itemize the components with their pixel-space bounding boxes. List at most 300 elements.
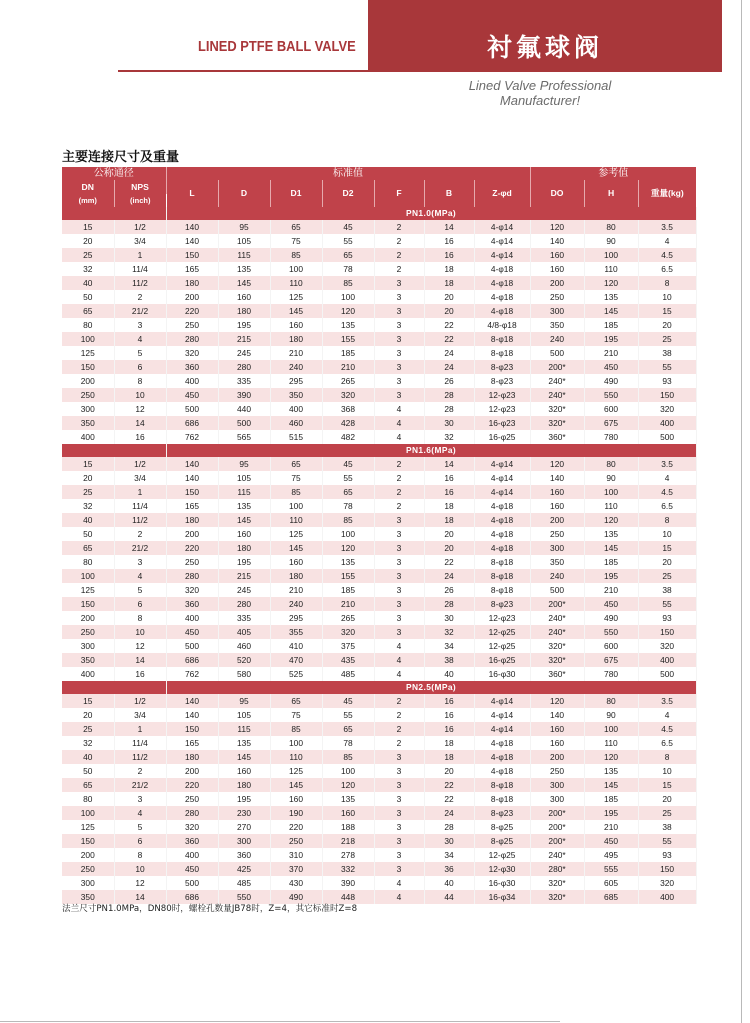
table-cell: 16-φ25 bbox=[474, 430, 530, 444]
table-cell: 165 bbox=[166, 736, 218, 750]
table-cell: 150 bbox=[638, 388, 696, 402]
table-cell: 16 bbox=[424, 234, 474, 248]
table-cell: 65 bbox=[322, 722, 374, 736]
table-cell: 8 bbox=[638, 276, 696, 290]
table-cell: 240* bbox=[530, 625, 584, 639]
dimensions-table-wrapper bbox=[62, 167, 696, 904]
table-row bbox=[62, 416, 696, 430]
table-cell: 80 bbox=[62, 318, 114, 332]
table-cell: 115 bbox=[218, 248, 270, 262]
table-cell: 400 bbox=[270, 402, 322, 416]
col-header-b: B bbox=[424, 180, 474, 207]
table-cell: 368 bbox=[322, 402, 374, 416]
table-cell: 50 bbox=[62, 290, 114, 304]
table-cell: 515 bbox=[270, 430, 322, 444]
table-cell: 95 bbox=[218, 457, 270, 471]
table-cell: 1/2 bbox=[114, 220, 166, 234]
table-cell: 100 bbox=[270, 499, 322, 513]
table-cell: 145 bbox=[270, 304, 322, 318]
table-row bbox=[62, 597, 696, 611]
table-row bbox=[62, 430, 696, 444]
table-cell: 32 bbox=[424, 430, 474, 444]
table-cell: 495 bbox=[584, 848, 638, 862]
table-cell: 16 bbox=[424, 708, 474, 722]
col-header-nps: NPS bbox=[114, 180, 166, 194]
table-cell: 100 bbox=[62, 806, 114, 820]
table-row bbox=[62, 555, 696, 569]
table-cell: 150 bbox=[166, 485, 218, 499]
table-cell: 320* bbox=[530, 416, 584, 430]
table-cell: 762 bbox=[166, 667, 218, 681]
table-cell: 375 bbox=[322, 639, 374, 653]
table-cell: 120 bbox=[530, 457, 584, 471]
col-header-weight: 重量(kg) bbox=[638, 180, 696, 207]
table-cell: 265 bbox=[322, 611, 374, 625]
table-cell: 450 bbox=[584, 360, 638, 374]
table-cell: 3 bbox=[374, 374, 424, 388]
table-cell: 30 bbox=[424, 611, 474, 625]
table-row bbox=[62, 583, 696, 597]
table-cell: 110 bbox=[270, 750, 322, 764]
table-cell: 20 bbox=[424, 290, 474, 304]
table-row bbox=[62, 346, 696, 360]
table-cell: 55 bbox=[638, 834, 696, 848]
table-cell: 22 bbox=[424, 555, 474, 569]
table-row bbox=[62, 639, 696, 653]
table-cell: 155 bbox=[322, 332, 374, 346]
table-cell: 8-φ18 bbox=[474, 555, 530, 569]
table-cell: 145 bbox=[584, 541, 638, 555]
table-cell: 188 bbox=[322, 820, 374, 834]
table-cell: 200 bbox=[62, 611, 114, 625]
table-cell: 490 bbox=[270, 890, 322, 904]
table-cell: 295 bbox=[270, 611, 322, 625]
table-cell: 120 bbox=[322, 778, 374, 792]
table-cell: 6.5 bbox=[638, 499, 696, 513]
table-cell: 20 bbox=[62, 234, 114, 248]
table-cell: 12-φ25 bbox=[474, 639, 530, 653]
table-cell: 3/4 bbox=[114, 234, 166, 248]
table-cell: 550 bbox=[584, 625, 638, 639]
table-cell: 160 bbox=[530, 248, 584, 262]
table-cell: 22 bbox=[424, 318, 474, 332]
table-cell: 3/4 bbox=[114, 471, 166, 485]
table-cell: 110 bbox=[270, 513, 322, 527]
table-cell: 4 bbox=[374, 890, 424, 904]
table-cell: 65 bbox=[322, 485, 374, 499]
table-row bbox=[62, 806, 696, 820]
table-cell: 485 bbox=[322, 667, 374, 681]
table-cell: 90 bbox=[584, 234, 638, 248]
table-cell: 500 bbox=[530, 583, 584, 597]
table-cell: 25 bbox=[638, 332, 696, 346]
table-row bbox=[62, 778, 696, 792]
table-cell: 2 bbox=[374, 457, 424, 471]
table-cell: 14 bbox=[114, 653, 166, 667]
col-unit-nps: (inch) bbox=[114, 194, 166, 207]
table-cell: 125 bbox=[270, 764, 322, 778]
page-border-bottom bbox=[0, 1021, 560, 1022]
table-cell: 686 bbox=[166, 653, 218, 667]
table-cell: 16-φ30 bbox=[474, 876, 530, 890]
table-cell: 250 bbox=[530, 527, 584, 541]
table-cell: 525 bbox=[270, 667, 322, 681]
table-cell: 105 bbox=[218, 234, 270, 248]
table-cell: 190 bbox=[270, 806, 322, 820]
table-cell: 140 bbox=[166, 708, 218, 722]
table-cell: 15 bbox=[62, 457, 114, 471]
table-cell: 180 bbox=[166, 750, 218, 764]
table-cell: 3 bbox=[374, 750, 424, 764]
table-cell: 55 bbox=[638, 597, 696, 611]
table-cell: 320* bbox=[530, 890, 584, 904]
table-cell: 16-φ34 bbox=[474, 890, 530, 904]
table-cell: 460 bbox=[270, 416, 322, 430]
table-row bbox=[62, 220, 696, 234]
table-cell: 8 bbox=[638, 750, 696, 764]
table-cell: 8 bbox=[114, 374, 166, 388]
table-cell: 90 bbox=[584, 471, 638, 485]
table-cell: 8-φ25 bbox=[474, 820, 530, 834]
table-cell: 1 bbox=[114, 485, 166, 499]
pressure-section-header bbox=[62, 444, 696, 457]
table-cell: 11/2 bbox=[114, 750, 166, 764]
table-cell: 26 bbox=[424, 583, 474, 597]
table-cell: 3 bbox=[374, 569, 424, 583]
table-cell: 3 bbox=[374, 625, 424, 639]
table-cell: 180 bbox=[218, 778, 270, 792]
table-cell: 16 bbox=[424, 485, 474, 499]
table-cell: 450 bbox=[166, 625, 218, 639]
table-cell: 21/2 bbox=[114, 541, 166, 555]
table-cell: 600 bbox=[584, 639, 638, 653]
table-cell: 25 bbox=[638, 569, 696, 583]
table-cell: 320 bbox=[166, 583, 218, 597]
table-cell: 12-φ25 bbox=[474, 625, 530, 639]
tagline bbox=[440, 78, 640, 108]
table-cell: 120 bbox=[530, 694, 584, 708]
table-cell: 2 bbox=[374, 694, 424, 708]
table-cell: 180 bbox=[270, 332, 322, 346]
table-cell: 10 bbox=[114, 388, 166, 402]
table-cell: 5 bbox=[114, 346, 166, 360]
table-cell: 405 bbox=[218, 625, 270, 639]
table-cell: 3 bbox=[374, 597, 424, 611]
table-cell: 3 bbox=[374, 332, 424, 346]
table-cell: 45 bbox=[322, 220, 374, 234]
table-row bbox=[62, 653, 696, 667]
table-cell: 55 bbox=[322, 471, 374, 485]
table-cell: 24 bbox=[424, 360, 474, 374]
table-cell: 135 bbox=[322, 555, 374, 569]
table-cell: 320* bbox=[530, 876, 584, 890]
table-cell: 160 bbox=[530, 499, 584, 513]
table-cell: 80 bbox=[584, 220, 638, 234]
table-cell: 8-φ18 bbox=[474, 569, 530, 583]
table-cell: 65 bbox=[270, 694, 322, 708]
table-cell: 500 bbox=[166, 876, 218, 890]
table-cell: 16 bbox=[114, 667, 166, 681]
table-cell: 240 bbox=[530, 332, 584, 346]
table-cell: 65 bbox=[322, 248, 374, 262]
table-cell: 1/2 bbox=[114, 457, 166, 471]
table-cell: 320* bbox=[530, 653, 584, 667]
table-cell: 120 bbox=[584, 276, 638, 290]
table-cell: 3 bbox=[374, 346, 424, 360]
table-cell: 280 bbox=[218, 360, 270, 374]
pressure-section-header bbox=[62, 681, 696, 694]
table-cell: 4-φ14 bbox=[474, 708, 530, 722]
table-cell: 50 bbox=[62, 527, 114, 541]
col-header-h: H bbox=[584, 180, 638, 207]
table-cell: 36 bbox=[424, 862, 474, 876]
table-cell: 335 bbox=[218, 374, 270, 388]
table-row bbox=[62, 457, 696, 471]
table-row bbox=[62, 513, 696, 527]
table-cell: 8-φ18 bbox=[474, 346, 530, 360]
table-cell: 2 bbox=[374, 485, 424, 499]
table-cell: 605 bbox=[584, 876, 638, 890]
table-cell: 3.5 bbox=[638, 220, 696, 234]
table-cell: 4-φ18 bbox=[474, 764, 530, 778]
table-cell: 120 bbox=[322, 541, 374, 555]
table-cell: 40 bbox=[62, 750, 114, 764]
table-cell: 110 bbox=[584, 736, 638, 750]
table-cell: 3 bbox=[374, 290, 424, 304]
table-cell: 4-φ18 bbox=[474, 262, 530, 276]
table-cell: 45 bbox=[322, 694, 374, 708]
table-cell: 25 bbox=[62, 722, 114, 736]
table-cell: 4 bbox=[374, 402, 424, 416]
table-cell: 686 bbox=[166, 416, 218, 430]
table-cell: 280 bbox=[166, 332, 218, 346]
table-cell: 150 bbox=[62, 834, 114, 848]
table-row bbox=[62, 304, 696, 318]
table-cell: 2 bbox=[114, 527, 166, 541]
table-cell: 185 bbox=[584, 318, 638, 332]
table-cell: 360* bbox=[530, 430, 584, 444]
table-cell: 6 bbox=[114, 834, 166, 848]
table-cell: 4-φ14 bbox=[474, 248, 530, 262]
table-cell: 200 bbox=[62, 848, 114, 862]
table-cell: 145 bbox=[584, 304, 638, 318]
table-cell: 18 bbox=[424, 262, 474, 276]
table-cell: 320 bbox=[322, 625, 374, 639]
table-cell: 250 bbox=[166, 792, 218, 806]
table-cell: 300 bbox=[62, 639, 114, 653]
table-cell: 200* bbox=[530, 806, 584, 820]
table-cell: 21/2 bbox=[114, 304, 166, 318]
pressure-section-label: PN1.6(MPa) bbox=[166, 444, 696, 457]
table-cell: 4.5 bbox=[638, 485, 696, 499]
pressure-section-header bbox=[62, 207, 696, 220]
table-cell: 435 bbox=[322, 653, 374, 667]
table-cell: 490 bbox=[584, 611, 638, 625]
table-cell: 12-φ25 bbox=[474, 848, 530, 862]
table-cell: 10 bbox=[638, 290, 696, 304]
table-row bbox=[62, 722, 696, 736]
table-cell: 140 bbox=[166, 471, 218, 485]
table-cell: 135 bbox=[218, 736, 270, 750]
table-cell: 16 bbox=[114, 430, 166, 444]
table-cell: 600 bbox=[584, 402, 638, 416]
table-cell: 150 bbox=[62, 360, 114, 374]
table-cell: 18 bbox=[424, 513, 474, 527]
table-cell: 195 bbox=[218, 318, 270, 332]
table-cell: 4-φ14 bbox=[474, 220, 530, 234]
table-cell: 4-φ14 bbox=[474, 234, 530, 248]
table-cell: 220 bbox=[166, 304, 218, 318]
table-cell: 2 bbox=[374, 708, 424, 722]
table-cell: 145 bbox=[218, 750, 270, 764]
tagline-line-1: Lined Valve Professional bbox=[468, 78, 612, 93]
table-cell: 350 bbox=[530, 555, 584, 569]
table-cell: 20 bbox=[638, 792, 696, 806]
table-cell: 8-φ18 bbox=[474, 332, 530, 346]
table-cell: 200 bbox=[530, 513, 584, 527]
table-cell: 100 bbox=[322, 764, 374, 778]
table-cell: 12 bbox=[114, 402, 166, 416]
table-cell: 140 bbox=[530, 471, 584, 485]
table-cell: 5 bbox=[114, 583, 166, 597]
table-cell: 3 bbox=[374, 527, 424, 541]
table-cell: 310 bbox=[270, 848, 322, 862]
table-cell: 24 bbox=[424, 346, 474, 360]
table-cell: 320 bbox=[638, 876, 696, 890]
table-cell: 25 bbox=[62, 248, 114, 262]
table-cell: 80 bbox=[584, 694, 638, 708]
table-cell: 550 bbox=[218, 890, 270, 904]
table-cell: 4-φ18 bbox=[474, 499, 530, 513]
table-cell: 200* bbox=[530, 597, 584, 611]
group-header-reference: 参考值 bbox=[530, 167, 696, 180]
table-cell: 20 bbox=[424, 764, 474, 778]
table-cell: 3 bbox=[374, 820, 424, 834]
table-cell: 8-φ18 bbox=[474, 583, 530, 597]
table-cell: 195 bbox=[584, 332, 638, 346]
table-cell: 4 bbox=[114, 569, 166, 583]
table-cell: 400 bbox=[638, 890, 696, 904]
col-header-z-d: Z-φd bbox=[474, 180, 530, 207]
table-cell: 85 bbox=[270, 722, 322, 736]
table-cell: 250 bbox=[62, 388, 114, 402]
dimensions-table bbox=[62, 167, 697, 904]
table-row bbox=[62, 276, 696, 290]
table-row bbox=[62, 388, 696, 402]
table-cell: 250 bbox=[166, 318, 218, 332]
table-cell: 28 bbox=[424, 820, 474, 834]
table-cell: 390 bbox=[218, 388, 270, 402]
table-cell: 145 bbox=[218, 513, 270, 527]
group-header-nominal: 公称通径 bbox=[62, 167, 166, 180]
table-cell: 65 bbox=[62, 778, 114, 792]
table-cell: 320 bbox=[322, 388, 374, 402]
table-cell: 160 bbox=[270, 555, 322, 569]
table-cell: 45 bbox=[322, 457, 374, 471]
table-cell: 500 bbox=[218, 416, 270, 430]
table-cell: 8-φ25 bbox=[474, 834, 530, 848]
table-cell: 355 bbox=[270, 625, 322, 639]
table-cell: 675 bbox=[584, 416, 638, 430]
table-cell: 335 bbox=[218, 611, 270, 625]
table-cell: 120 bbox=[584, 750, 638, 764]
table-cell: 4 bbox=[374, 653, 424, 667]
table-row bbox=[62, 332, 696, 346]
table-row bbox=[62, 611, 696, 625]
table-cell: 200* bbox=[530, 360, 584, 374]
table-cell: 85 bbox=[322, 276, 374, 290]
table-cell: 4.5 bbox=[638, 722, 696, 736]
table-cell: 320 bbox=[166, 346, 218, 360]
table-cell: 215 bbox=[218, 332, 270, 346]
table-cell: 160 bbox=[322, 806, 374, 820]
table-cell: 14 bbox=[424, 457, 474, 471]
table-cell: 4 bbox=[374, 430, 424, 444]
table-cell: 24 bbox=[424, 806, 474, 820]
table-cell: 50 bbox=[62, 764, 114, 778]
table-cell: 12-φ23 bbox=[474, 402, 530, 416]
table-cell: 430 bbox=[270, 876, 322, 890]
table-cell: 265 bbox=[322, 374, 374, 388]
table-cell: 32 bbox=[62, 736, 114, 750]
table-cell: 8 bbox=[638, 513, 696, 527]
section-header-gap bbox=[62, 207, 166, 220]
table-cell: 245 bbox=[218, 346, 270, 360]
table-cell: 8 bbox=[114, 848, 166, 862]
table-cell: 110 bbox=[584, 499, 638, 513]
table-row bbox=[62, 750, 696, 764]
table-cell: 210 bbox=[584, 820, 638, 834]
table-cell: 3 bbox=[114, 555, 166, 569]
table-cell: 500 bbox=[530, 346, 584, 360]
table-cell: 4 bbox=[374, 639, 424, 653]
table-cell: 200* bbox=[530, 820, 584, 834]
table-cell: 3.5 bbox=[638, 457, 696, 471]
table-cell: 34 bbox=[424, 848, 474, 862]
table-cell: 20 bbox=[638, 318, 696, 332]
table-cell: 520 bbox=[218, 653, 270, 667]
table-cell: 38 bbox=[638, 346, 696, 360]
table-cell: 3 bbox=[374, 806, 424, 820]
table-cell: 4 bbox=[374, 667, 424, 681]
table-cell: 240* bbox=[530, 374, 584, 388]
table-cell: 185 bbox=[584, 792, 638, 806]
table-cell: 250 bbox=[166, 555, 218, 569]
table-cell: 485 bbox=[218, 876, 270, 890]
table-cell: 28 bbox=[424, 402, 474, 416]
table-cell: 18 bbox=[424, 276, 474, 290]
table-cell: 100 bbox=[322, 527, 374, 541]
table-cell: 2 bbox=[374, 736, 424, 750]
table-row bbox=[62, 667, 696, 681]
table-cell: 20 bbox=[424, 527, 474, 541]
table-cell: 55 bbox=[638, 360, 696, 374]
table-row bbox=[62, 876, 696, 890]
table-cell: 220 bbox=[270, 820, 322, 834]
table-cell: 85 bbox=[270, 485, 322, 499]
table-cell: 135 bbox=[218, 262, 270, 276]
table-cell: 4-φ18 bbox=[474, 513, 530, 527]
table-cell: 28 bbox=[424, 388, 474, 402]
table-row bbox=[62, 569, 696, 583]
table-row bbox=[62, 792, 696, 806]
table-cell: 15 bbox=[638, 304, 696, 318]
table-cell: 125 bbox=[62, 346, 114, 360]
table-cell: 8-φ23 bbox=[474, 806, 530, 820]
table-cell: 3 bbox=[374, 541, 424, 555]
table-cell: 4-φ18 bbox=[474, 736, 530, 750]
table-cell: 150 bbox=[166, 248, 218, 262]
